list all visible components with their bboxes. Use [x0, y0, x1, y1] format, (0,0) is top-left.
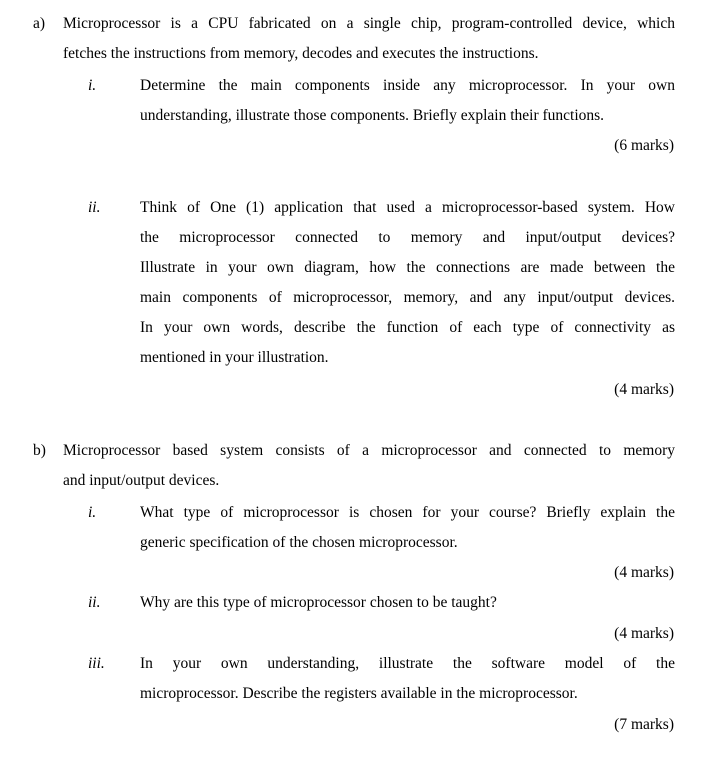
question-b-part-i-marks: (4 marks) [614, 564, 674, 581]
question-a-part-ii-number: ii. [88, 199, 101, 216]
question-a-part-i-line-2: understanding, illustrate those components. Briefly explain their functions. [140, 107, 605, 124]
question-a-intro-line-2: fetches the instructions from memory, decodes and executes the instructions. [63, 45, 539, 62]
question-b-intro-line-2: and input/output devices. [63, 472, 220, 489]
question-a-part-ii-line-4: main components of microprocessor, memory, and any input/output devices. [140, 289, 675, 306]
question-a-part-ii-line-5: In your own words, describe the function of each type of connectivity as [140, 319, 675, 336]
question-a-part-i-number: i. [88, 77, 97, 94]
question-a-part-ii-line-3: Illustrate in your own diagram, how the connections are made between the [140, 259, 675, 276]
question-a-part-ii-line-2: the microprocessor connected to memory and input/output devices? [140, 229, 675, 246]
question-a-part-i-marks: (6 marks) [614, 137, 674, 154]
question-a-part-ii-line-6: mentioned in your illustration. [140, 349, 329, 366]
question-b-part-i-line-1: What type of microprocessor is chosen for your course? Briefly explain the [140, 504, 675, 521]
question-b-label: b) [33, 442, 46, 459]
question-a-part-ii-line-1: Think of One (1) application that used a microprocessor-based system. How [140, 199, 675, 216]
question-a-part-i-line-1: Determine the main components inside any microprocessor. In your own [140, 77, 675, 94]
question-b-part-iii-marks: (7 marks) [614, 716, 674, 733]
question-b-intro-line-1: Microprocessor based system consists of a microprocessor and connected to memory [63, 442, 675, 459]
question-a-label: a) [33, 15, 46, 32]
question-b-part-iii-line-2: microprocessor. Describe the registers available in the microprocessor. [140, 685, 578, 702]
question-a-part-ii-marks: (4 marks) [614, 381, 674, 398]
question-a-intro-line-1: Microprocessor is a CPU fabricated on a single chip, program-controlled device, which [63, 15, 675, 32]
question-b-part-i-number: i. [88, 504, 97, 521]
question-b-part-iii-number: iii. [88, 655, 105, 672]
question-b-part-ii-line-1: Why are this type of microprocessor chosen to be taught? [140, 594, 497, 611]
question-b-part-ii-marks: (4 marks) [614, 625, 674, 642]
question-b-part-i-line-2: generic specification of the chosen microprocessor. [140, 534, 458, 551]
question-b-part-iii-line-1: In your own understanding, illustrate the software model of the [140, 655, 675, 672]
question-b-part-ii-number: ii. [88, 594, 101, 611]
